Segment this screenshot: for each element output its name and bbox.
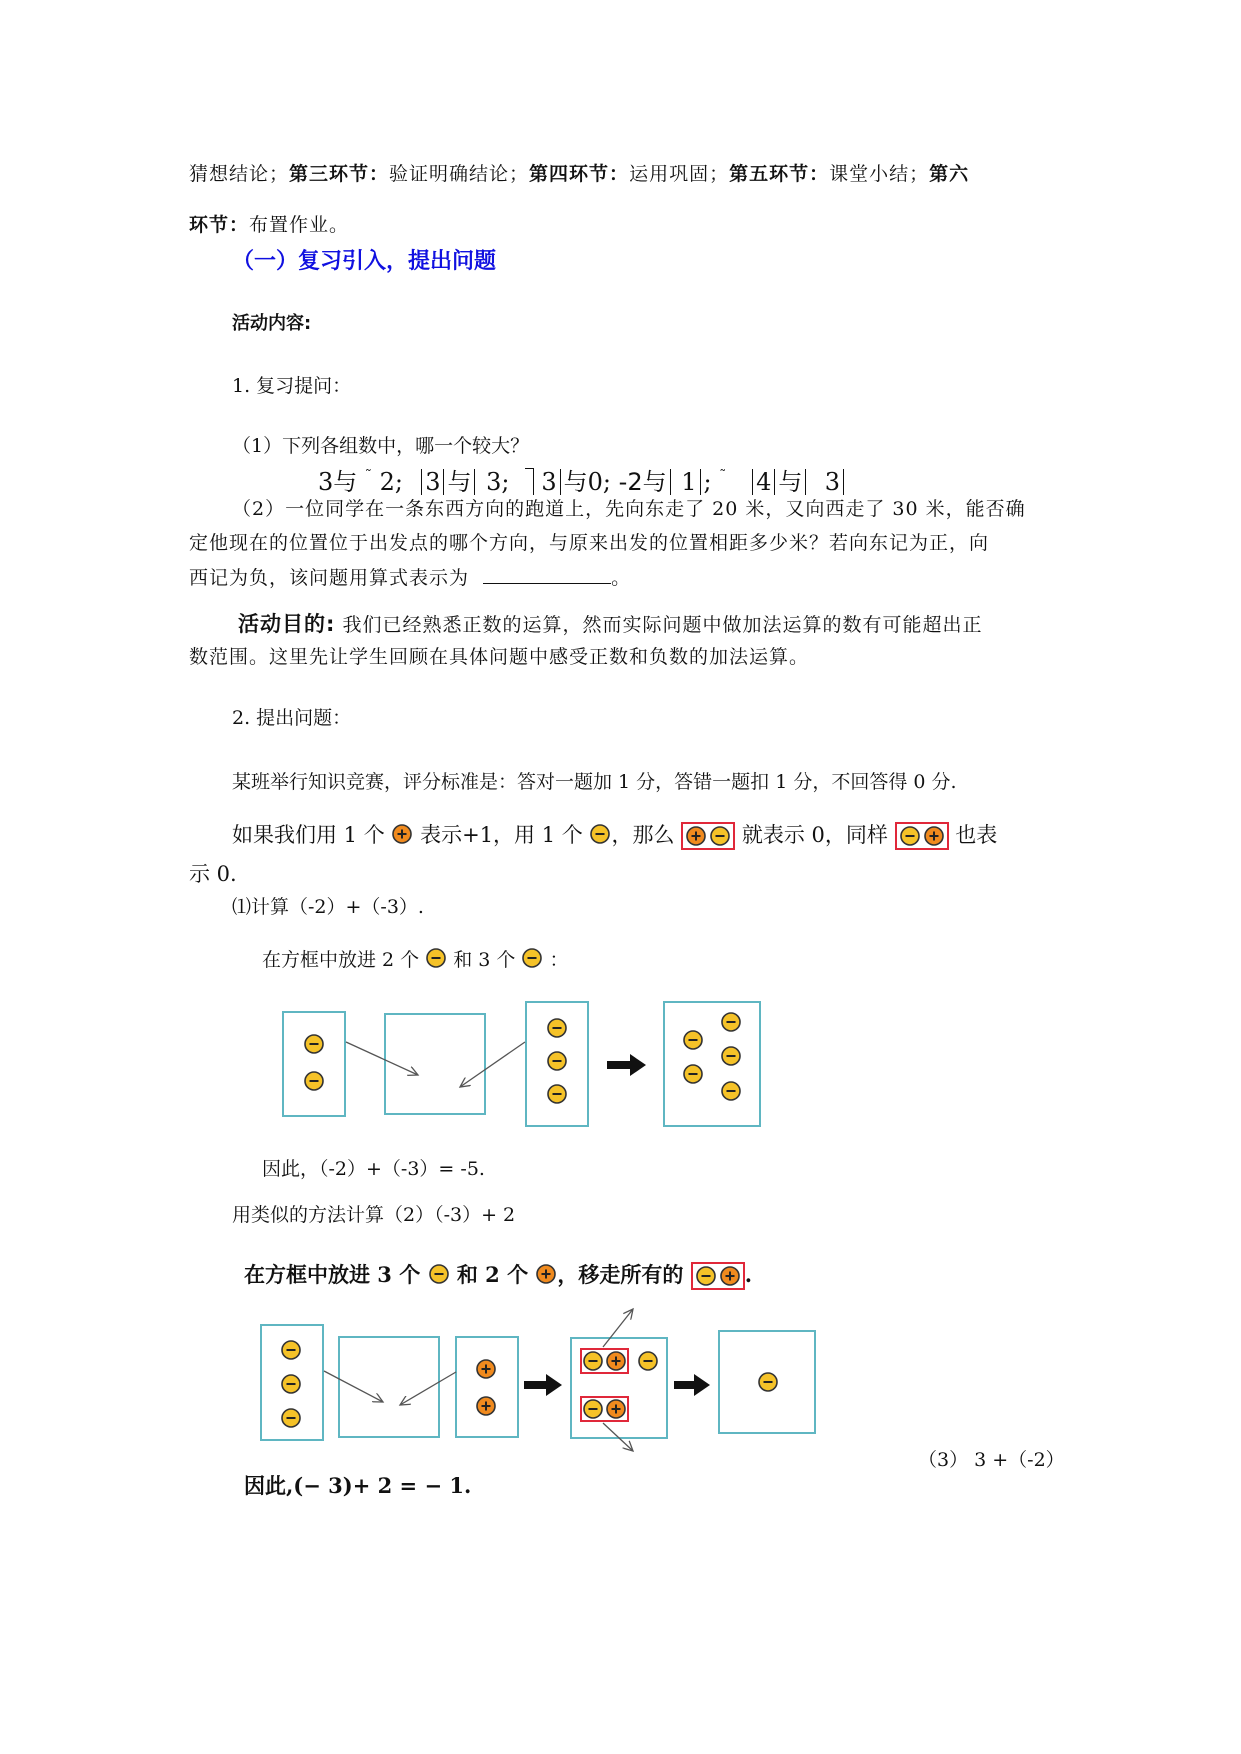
calc2-text: 在方框中放进 3 个	[244, 1262, 421, 1287]
intro-part: 课堂小结；	[829, 163, 930, 185]
box-plus	[456, 1337, 518, 1437]
chips-line	[232, 822, 997, 850]
q2-text: 西记为负，该问题用算式表示为	[189, 567, 470, 589]
intro-part: 运用巩固；	[629, 163, 730, 185]
minus-chip-icon	[589, 823, 611, 845]
abs-text: 与	[778, 468, 803, 496]
abs-bar	[774, 469, 775, 495]
intro-part: 验证明确结论；	[389, 163, 530, 185]
abs-text: -2与	[618, 468, 667, 496]
big-arrow-icon	[674, 1374, 710, 1396]
abs-text: ;	[703, 468, 712, 496]
question-2-line-3	[189, 565, 631, 590]
abs-bar	[421, 469, 422, 495]
intro-part: 第六	[929, 163, 970, 185]
chips-text: 如果我们用 1 个	[232, 823, 385, 847]
problem-title: 2. 提出问题：	[232, 707, 352, 729]
abs-bar	[700, 469, 701, 495]
chips-line-2: 示 0.	[189, 862, 237, 886]
intro-part: 第四环节：	[529, 163, 630, 185]
big-arrow-icon	[524, 1374, 562, 1396]
abs-text: 与	[447, 468, 472, 496]
intro-part: 第五环节：	[729, 163, 830, 185]
chips-text: ，那么	[611, 823, 675, 847]
abs-text: 3	[425, 468, 441, 496]
abs-value-row	[318, 462, 847, 496]
box-result	[664, 1002, 760, 1126]
calc-2-title: 用类似的方法计算（2）（-3）+ 2	[232, 1204, 516, 1226]
intro-part: 猜想结论；	[189, 163, 290, 185]
calc2-text: ，移走所有的	[557, 1262, 684, 1287]
tilde-mark: ˜	[364, 468, 372, 484]
abs-text: 3;	[486, 468, 510, 496]
chips-text: 也表	[955, 823, 998, 847]
activity-label: 活动内容:	[232, 313, 312, 334]
calc-1-result: 因此，（-2）+（-3）= -5.	[262, 1158, 485, 1180]
calc1-text: ：	[549, 949, 569, 971]
answer-blank[interactable]	[483, 565, 611, 584]
q2-end: 。	[611, 567, 632, 589]
purpose-line-1	[238, 612, 982, 637]
abs-bar	[843, 469, 844, 495]
calc-2-result: 因此,(− 3)+ 2 = − 1.	[244, 1473, 472, 1498]
abs-text: 2;	[379, 468, 403, 496]
abs-bar	[560, 469, 561, 495]
abs-text: 3	[541, 468, 557, 496]
calc-3-title: （3） 3 +（-2）	[918, 1449, 1065, 1471]
zero-pair-icon	[691, 1262, 745, 1290]
abs-bar	[670, 469, 671, 495]
abs-text: 3与	[318, 468, 358, 496]
calc-2-description	[244, 1262, 752, 1290]
figure-2-diagram	[258, 1305, 842, 1455]
calc-1-description	[262, 947, 569, 972]
abs-bar	[805, 469, 806, 495]
question-1: （1）下列各组数中，哪一个较大？	[232, 435, 530, 457]
zero-pair-icon	[681, 822, 735, 850]
box-empty	[385, 1014, 485, 1114]
chips-text: 就表示 0，同样	[741, 823, 888, 847]
contest-rule: 某班举行知识竞赛，评分标准是：答对一题加 1 分，答错一题扣 1 分，不回答得 0 分.	[232, 771, 957, 793]
plus-chip-icon	[535, 1263, 557, 1285]
abs-text: 4	[756, 468, 772, 496]
abs-bar	[752, 469, 753, 495]
intro-rest: 布置作业。	[249, 214, 350, 236]
intro-line-2	[189, 213, 349, 237]
figure-1-diagram	[280, 1000, 780, 1130]
calc-1-title: ⑴计算（-2）+（-3）.	[232, 896, 424, 918]
intro-line-1	[189, 162, 969, 186]
abs-text: 1	[681, 468, 697, 496]
chips-text: 表示+1，用 1 个	[420, 823, 583, 847]
question-2-line-2: 定他现在的位置位于出发点的哪个方向，与原来出发的位置相距多少米？若向东记为正，向	[189, 532, 990, 554]
purpose-line-2: 数范围。这里先让学生回顾在具体问题中感受正数和负数的加法运算。	[189, 646, 810, 668]
purpose-label: 活动目的:	[238, 612, 336, 636]
minus-chip-icon	[521, 947, 543, 969]
plus-chip-icon	[391, 823, 413, 845]
review-title: 1. 复习提问：	[232, 375, 352, 397]
calc2-text: 和 2 个	[456, 1262, 529, 1287]
intro-bold: 环节：	[189, 214, 250, 236]
abs-bar	[474, 469, 475, 495]
minus-chip-icon	[428, 1263, 450, 1285]
abs-text: 与0;	[563, 468, 612, 496]
abs-bar	[443, 469, 444, 495]
abs-bracket	[525, 468, 534, 495]
question-2-line-1: （2）一位同学在一条东西方向的跑道上，先向东走了 20 米，又向西走了 30 米，能否确	[232, 498, 1026, 520]
big-arrow-icon	[607, 1054, 646, 1076]
calc1-text: 和 3 个	[453, 949, 516, 971]
zero-pair-icon	[895, 822, 949, 850]
abs-text: 3	[824, 468, 840, 496]
box-left	[283, 1012, 345, 1116]
section-heading: （一）复习引入，提出问题	[232, 249, 497, 274]
tilde-mark: ˜	[719, 468, 727, 484]
purpose-text: 我们已经熟悉正数的运算，然而实际问题中做加法运算的数有可能超出正	[342, 614, 983, 636]
intro-part: 第三环节：	[289, 163, 390, 185]
calc2-text: .	[744, 1262, 753, 1287]
calc1-text: 在方框中放进 2 个	[262, 949, 420, 971]
minus-chip-icon	[425, 947, 447, 969]
